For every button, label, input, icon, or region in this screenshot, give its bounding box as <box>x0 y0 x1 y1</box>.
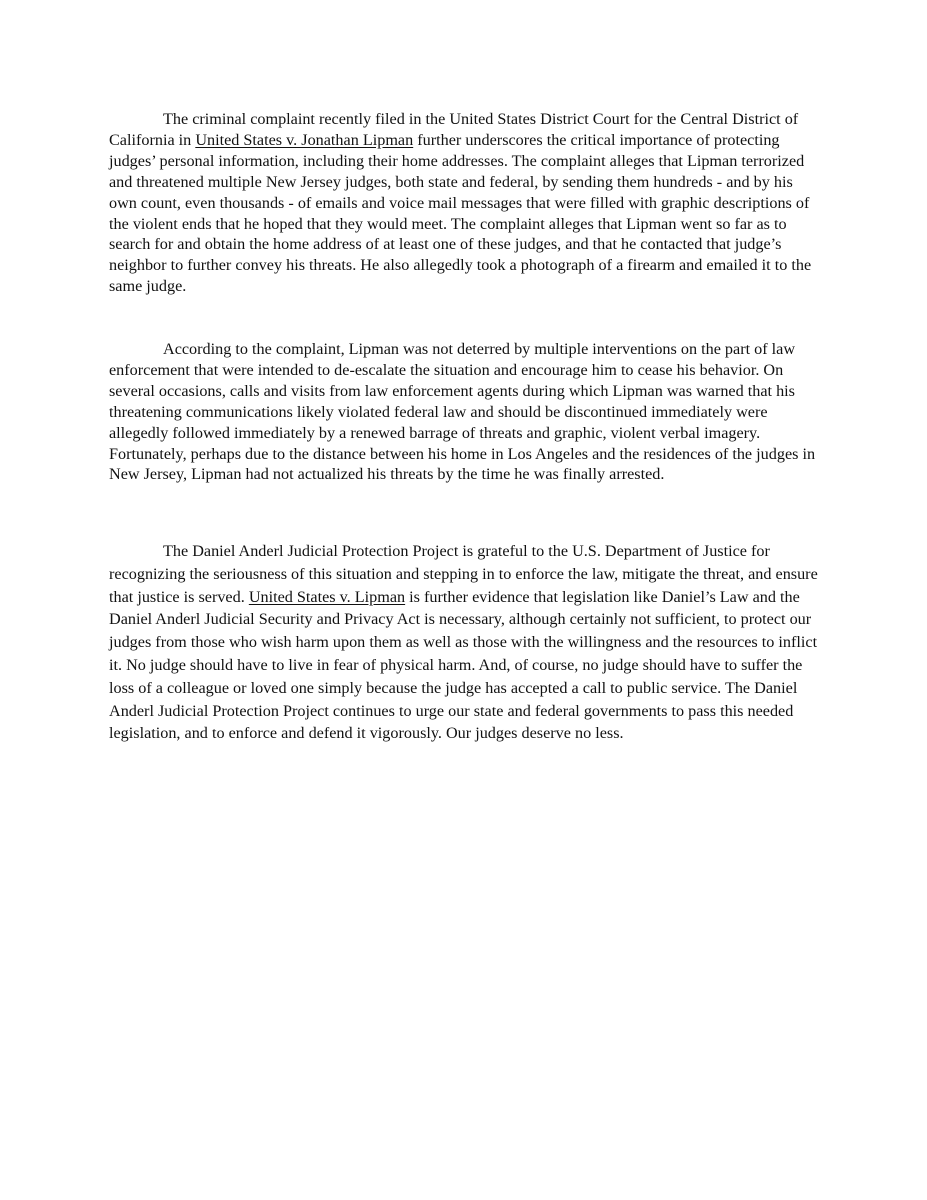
paragraph-law-enforcement-interventions: According to the complaint, Lipman was not deterred by multiple interventions on the part of law enforcement that were intended to de-escalate the situation and encourage him to cease his behavior. On several occasions, calls and visits from law enforcement agents during which Lipman was warned that his threatening communications likely violated federal law and should be discontinued immediately were allegedly followed immediately by a renewed barrage of threats and graphic, violent verbal imagery. Fortunately, perhaps due to the distance between his home in Los Angeles and the residences of the judges in New Jersey, Lipman had not actualized his threats by the time he was finally arrested. <box>109 340 816 484</box>
paragraph-criminal-complaint <box>109 109 821 297</box>
paragraph-1-text-end: further underscores the critical importance of protecting judges’ personal information, including their home addresses. The complaint alleges that Lipman terrorized and threatened multiple New Jersey judges, both state and federal, by sending them hundreds - and by his own count, even thousands - of emails and voice mail messages that were filled with graphic descriptions of the violent ends that he hoped that they would meet. The complaint alleges that Lipman went so far as to search for and obtain the home address of at least one of these judges, and that he contacted that judge’s neighbor to further convey his threats. He also allegedly took a photograph of a firearm and emailed it to the same judge. <box>109 130 812 296</box>
case-name-united-states-v-jonathan-lipman: United States v. Jonathan Lipman <box>195 130 414 149</box>
paragraph-3-text-end: is further evidence that legislation like Daniel’s Law and the Daniel Anderl Judicial Security and Privacy Act is necessary, although certainly not sufficient, to protect our judges from those who wish harm upon them as well as those with the willingness and the resources to inflict it. No judge should have to live in fear of physical harm. And, of course, no judge should have to suffer the loss of a colleague or loved one simply because the judge has accepted a call to public service. The Daniel Anderl Judicial Protection Project continues to urge our state and federal governments to pass this needed legislation, and to enforce and defend it vigorously. Our judges deserve no less. <box>109 587 818 743</box>
paragraph-3-text-start: The Daniel Anderl Judicial Protection Project is grateful to the U.S. Department of Justice for recognizing the seriousness of this situation and stepping in to enforce the law, mitigate the threat, and ensure that justice is served. <box>109 542 818 606</box>
paragraph-1-text-start: The criminal complaint recently filed in the United States District Court for the Central District of California in <box>109 110 799 149</box>
case-name-united-states-v-lipman: United States v. Lipman <box>248 587 406 606</box>
paragraph-judicial-protection-project <box>109 540 821 745</box>
